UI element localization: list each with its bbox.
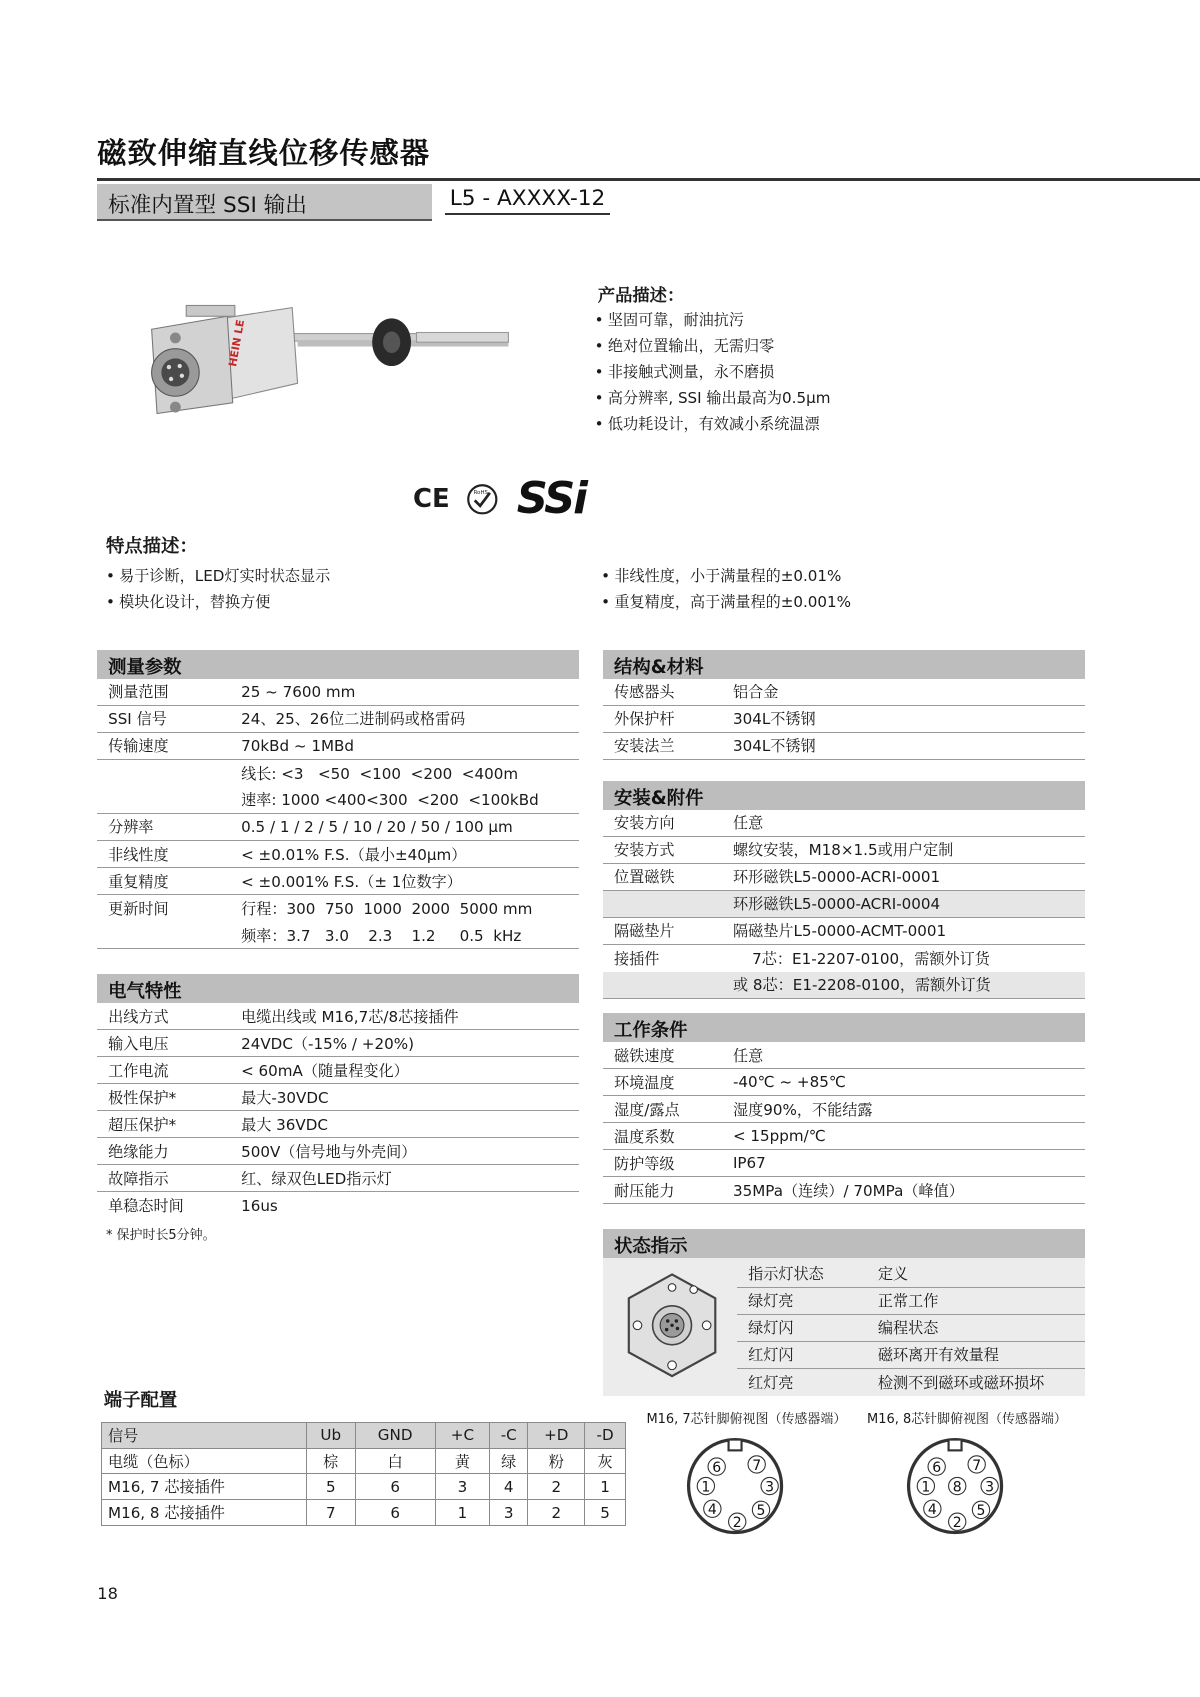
svg-text:1: 1 (701, 1479, 711, 1496)
table-row: 测量范围 25 ~ 7600 mm (97, 679, 579, 706)
svg-text:6: 6 (931, 1460, 941, 1477)
table-row: 隔磁垫片 隔磁垫片L5-0000-ACMT-0001 (603, 918, 1085, 945)
features-right-list (601, 564, 851, 616)
description-item: • 低功耗设计，有效减小系统温漂 (595, 412, 831, 438)
table-row: 指示灯状态 定义 (737, 1261, 1085, 1288)
table-row: 工作电流 < 60mA（随量程变化） (97, 1057, 579, 1084)
svg-text:3: 3 (765, 1479, 775, 1496)
table-row: 极性保护* 最大-30VDC (97, 1084, 579, 1111)
table-row: 速率: 1000 <400<300 <200 <100kBd (97, 787, 579, 814)
table-row: 防护等级 IP67 (603, 1150, 1085, 1177)
product-image (130, 286, 519, 437)
description-item: • 绝对位置输出，无需归零 (595, 334, 831, 360)
conditions-section (603, 1013, 1085, 1204)
page-title: 磁致伸缩直线位移传感器 (97, 135, 431, 170)
feature-item: • 易于诊断，LED灯实时状态显示 (106, 564, 330, 590)
table-row: 故障指示 红、绿双色LED指示灯 (97, 1165, 579, 1192)
installation-section (603, 781, 1085, 999)
table-row: 温度系数 < 15ppm/℃ (603, 1123, 1085, 1150)
description-item: • 高分辨率, SSI 输出最高为0.5μm (595, 386, 831, 412)
pinout-7-diagram (681, 1432, 789, 1540)
svg-text:5: 5 (976, 1503, 985, 1520)
svg-text:4: 4 (927, 1502, 937, 1519)
table-row: 红灯亮 检测不到磁环或磁环损坏 (748, 1373, 1045, 1392)
table-row: 绿灯亮 正常工作 (737, 1288, 1085, 1315)
table-row: 位置磁铁 环形磁铁L5-0000-ACRI-0001 (603, 864, 1085, 891)
electrical-heading: 电气特性 (97, 974, 579, 1003)
table-row: 更新时间 行程：300 750 1000 2000 5000 mm (108, 900, 533, 919)
table-row: 安装方式 螺纹安装，M18×1.5或用户定制 (603, 837, 1085, 864)
ce-mark: CE (412, 484, 450, 515)
conditions-heading: 工作条件 (603, 1013, 1085, 1042)
description-heading: 产品描述： (597, 286, 685, 307)
page-number: 18 (97, 1583, 118, 1603)
structure-heading: 结构&材料 (603, 650, 1085, 679)
svg-text:7: 7 (971, 1458, 981, 1475)
table-row: 线长: <3 <50 <100 <200 <400m (241, 764, 519, 783)
table-row: 安装法兰 304L不锈钢 (603, 733, 1085, 760)
table-row: 频率：3.7 3.0 2.3 1.2 0.5 kHz (97, 922, 579, 949)
svg-text:7: 7 (752, 1458, 762, 1475)
table-row: 环形磁铁L5-0000-ACRI-0004 (603, 891, 1085, 918)
pinout-7-caption: M16, 7芯针脚俯视图（传感器端） (646, 1411, 847, 1427)
table-row: 传感器头 铝合金 (603, 679, 1085, 706)
installation-heading: 安装&附件 (603, 781, 1085, 810)
table-row: 输入电压 24VDC（-15% / +20%) (97, 1030, 579, 1057)
table-row: 接插件 7芯：E1-2207-0100，需额外订货 (614, 949, 990, 968)
table-row: 耐压能力 35MPa（连续）/ 70MPa（峰值） (603, 1177, 1085, 1204)
pinout-8-diagram (901, 1432, 1009, 1540)
feature-item: • 非线性度，小于满量程的±0.01% (601, 564, 851, 590)
svg-text:3: 3 (984, 1479, 994, 1496)
svg-text:RoHS: RoHS (473, 490, 488, 497)
table-row: 磁铁速度 任意 (603, 1042, 1085, 1069)
table-row: 重复精度 < ±0.001% F.S.（± 1位数字） (97, 868, 579, 895)
table-row: 外保护杆 304L不锈钢 (603, 706, 1085, 733)
status-table (737, 1261, 1085, 1396)
structure-section (603, 650, 1085, 760)
svg-text:4: 4 (707, 1502, 717, 1519)
measurement-section (97, 650, 579, 949)
features-left-list (106, 564, 330, 616)
svg-text:8: 8 (952, 1479, 962, 1496)
table-row: 环境温度 -40℃ ~ +85℃ (603, 1069, 1085, 1096)
sensor-head-front-view (618, 1268, 726, 1389)
footnote: * 保护时长5分钟。 (105, 1227, 216, 1243)
table-row: SSI 信号 24、25、26位二进制码或格雷码 (97, 706, 579, 733)
table-row: 红灯闪 磁环离开有效量程 (737, 1342, 1085, 1369)
table-row: 绝缘能力 500V（信号地与外壳间） (97, 1138, 579, 1165)
status-heading: 状态指示 (603, 1229, 1085, 1258)
svg-text:6: 6 (712, 1460, 722, 1477)
terminals-heading: 端子配置 (103, 1389, 178, 1411)
measurement-heading: 测量参数 (97, 650, 579, 679)
table-row: M16, 8 芯接插件 7 6 1 3 2 5 (101, 1500, 625, 1526)
rohs-icon (465, 482, 500, 517)
table-row: 传输速度 70kBd ~ 1MBd (97, 733, 579, 760)
terminal-table (101, 1422, 626, 1527)
table-row: 信号 Ub GND +C -C +D -D (101, 1422, 625, 1448)
status-section (603, 1229, 1085, 1395)
electrical-section (97, 974, 579, 1243)
brand-mark: HEIN LE (225, 319, 247, 369)
description-item: • 非接触式测量，永不磨损 (595, 360, 831, 386)
features-heading: 特点描述： (105, 535, 198, 557)
table-row: 单稳态时间 16us (108, 1196, 278, 1216)
feature-item: • 重复精度，高于满量程的±0.001% (601, 590, 851, 616)
table-row: 分辨率 0.5 / 1 / 2 / 5 / 10 / 20 / 50 / 100 μm (97, 814, 579, 841)
svg-text:1: 1 (920, 1479, 930, 1496)
table-row: 超压保护* 最大 36VDC (97, 1111, 579, 1138)
svg-text:5: 5 (756, 1503, 766, 1520)
table-row: 出线方式 电缆出线或 M16,7芯/8芯接插件 (97, 1003, 579, 1030)
table-row: 湿度/露点 湿度90%，不能结露 (603, 1096, 1085, 1123)
ssi-logo: SSi (516, 473, 586, 524)
table-row: 绿灯闪 编程状态 (737, 1315, 1085, 1342)
table-row: 非线性度 < ±0.01% F.S.（最小±40μm） (97, 841, 579, 868)
feature-item: • 模块化设计，替换方便 (106, 590, 330, 616)
description-item: • 坚固可靠，耐油抗污 (595, 308, 831, 334)
subtitle-band: 标准内置型 SSI 输出 (97, 184, 432, 221)
pinout-8-caption: M16, 8芯针脚俯视图（传感器端） (867, 1411, 1067, 1427)
table-row: 电缆（色标） 棕 白 黄 绿 粉 灰 (101, 1448, 625, 1474)
description-list (595, 308, 831, 438)
table-row: 安装方向 任意 (603, 810, 1085, 837)
svg-text:2: 2 (732, 1515, 742, 1532)
model-number: L5 - AXXXX-12 (445, 186, 609, 215)
svg-text:2: 2 (952, 1515, 962, 1532)
table-row: 或 8芯：E1-2208-0100，需额外订货 (603, 972, 1085, 999)
title-rule (97, 178, 1200, 180)
table-row: M16, 7 芯接插件 5 6 3 4 2 1 (101, 1474, 625, 1500)
